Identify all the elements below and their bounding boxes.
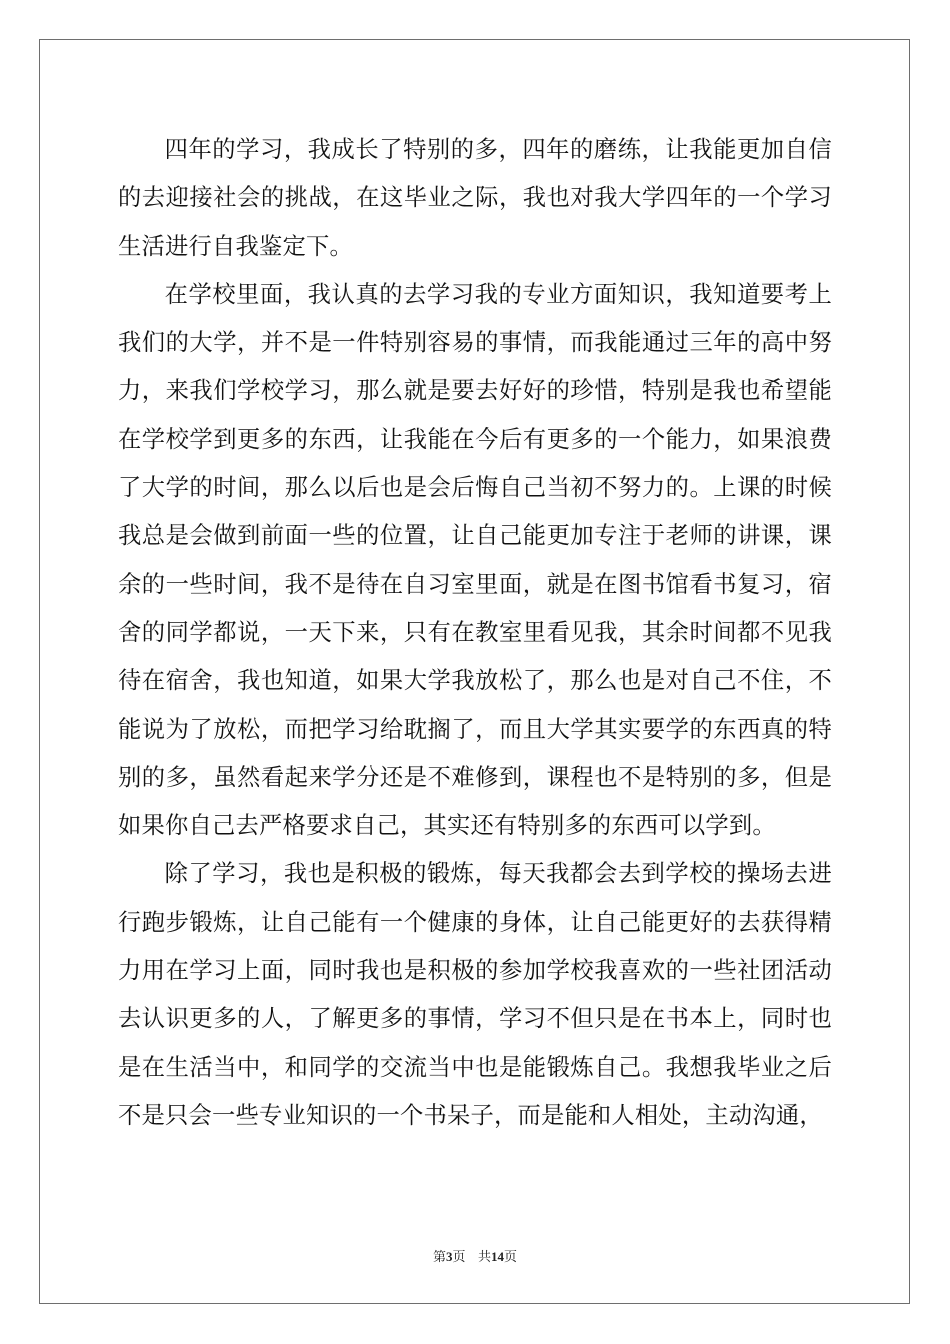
paragraph-1: 四年的学习，我成长了特别的多，四年的磨练，让我能更加自信的去迎接社会的挑战，在这毕业之际，我也对我大学四年的一个学习生活进行自我鉴定下。: [118, 136, 832, 260]
paragraph-2: 在学校里面，我认真的去学习我的专业方面知识，我知道要考上我们的大学，并不是一件特别容易的事情，而我能通过三年的高中努力，来我们学校学习，那么就是要去好好的珍惜，特别是我也希望能在学校学到更多的东西，让我能在今后有更多的一个能力，如果浪费了大学的时间，那么以后也是会后悔自己当初不努力的。上课的时候我总是会做到前面一些的位置，让自己能更加专注于老师的讲课，课余的一些时间，我不是待在自习室里面，就是在图书馆看书复习，宿舍的同学都说，一天下来，只有在教室里看见我，其余时间都不见我待在宿舍，我也知道，如果大学我放松了，那么也是对自己不住，不能说为了放松，而把学习给耽搁了，而且大学其实要学的东西真的特别的多，虽然看起来学分还是不难修到，课程也不是特别的多，但是如果你自己去严格要求自己，其实还有特别多的东西可以学到。: [118, 280, 832, 840]
page-number: 3: [446, 1249, 453, 1264]
paragraph-3: 除了学习，我也是积极的锻炼，每天我都会去到学校的操场去进行跑步锻炼，让自己能有一个健康的身体，让自己能更好的去获得精力用在学习上面，同时我也是积极的参加学校我喜欢的一些社团活动去认识更多的人，了解更多的事情，学习不但只是在书本上，同时也是在生活当中，和同学的交流当中也是能锻炼自己。我想我毕业之后不是只会一些专业知识的一个书呆子，而是能和人相处，主动沟通，: [118, 860, 832, 1129]
total-pages: 14: [490, 1249, 504, 1264]
page-footer: [0, 1248, 950, 1267]
document-body: [118, 126, 832, 1140]
total-prefix: 共: [477, 1250, 491, 1265]
page-prefix: 第: [433, 1250, 447, 1265]
total-suffix: 页: [503, 1250, 517, 1265]
page-suffix: 页: [452, 1250, 466, 1265]
